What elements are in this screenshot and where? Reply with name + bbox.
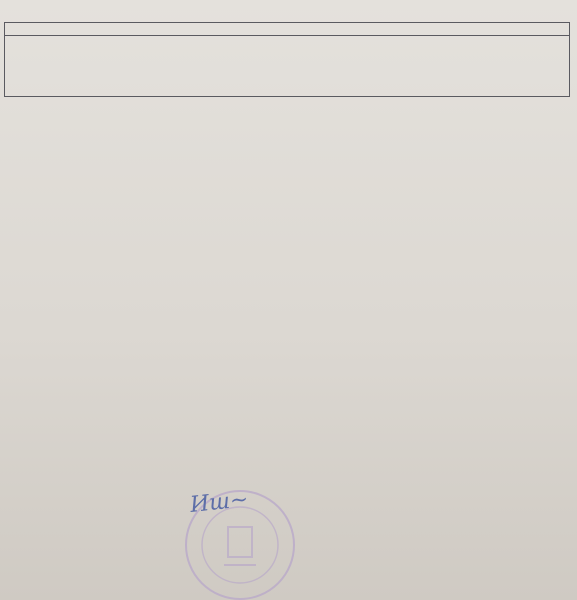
doctor-signature: Иш~ — [188, 487, 250, 518]
conclusion-row — [5, 36, 570, 97]
conclusion-cell — [5, 36, 570, 97]
doctor-line — [8, 498, 28, 514]
section-row — [5, 23, 570, 36]
section-title — [5, 23, 570, 36]
results-table — [4, 22, 570, 97]
